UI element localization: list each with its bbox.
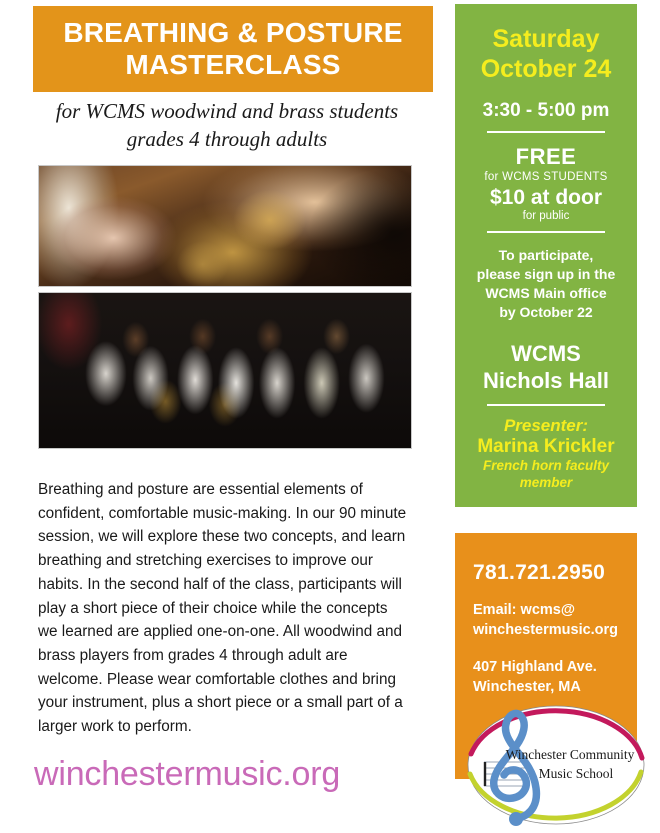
contact-email-line-2: winchestermusic.org xyxy=(473,621,619,638)
subtitle-line-2: grades 4 through adults xyxy=(126,127,328,152)
event-date-line-2: October 24 xyxy=(480,55,612,83)
presenter-role-line-1: French horn faculty xyxy=(482,458,609,474)
contact-phone[interactable]: 781.721.2950 xyxy=(473,561,606,584)
website-url[interactable]: winchestermusic.org xyxy=(34,755,341,793)
photo-student-band xyxy=(38,292,412,449)
contact-email-line-1: Email: wcms@ xyxy=(473,602,575,618)
page-title: BREATHING & POSTURE MASTERCLASS xyxy=(63,16,403,80)
subtitle xyxy=(12,97,442,154)
event-details-panel xyxy=(455,4,637,507)
event-time: 3:30 - 5:00 pm xyxy=(482,100,610,121)
signup-instructions xyxy=(455,246,637,322)
title-banner xyxy=(33,6,433,92)
presenter-role xyxy=(455,458,637,490)
signup-line-1: To participate, xyxy=(498,247,594,263)
price-free-note: for WCMS STUDENTS xyxy=(484,171,608,183)
signup-line-2: please sign up in the xyxy=(476,265,616,282)
photo-french-horn-image xyxy=(39,166,411,286)
contact-address xyxy=(473,658,637,697)
signup-line-4: by October 22 xyxy=(499,303,593,320)
divider-after-price xyxy=(487,231,605,233)
price-at-door: $10 at door xyxy=(489,186,603,209)
event-date-line-1: Saturday xyxy=(492,25,600,53)
event-date xyxy=(455,24,637,84)
subtitle-line-1: for WCMS woodwind and brass students xyxy=(55,99,399,123)
price-at-door-note: for public xyxy=(522,210,570,222)
contact-email[interactable] xyxy=(473,601,637,640)
wcms-logo xyxy=(466,702,646,828)
contact-address-line-2: Winchester, MA xyxy=(473,678,581,695)
photo-french-horn xyxy=(38,165,412,287)
logo-text-line-1: Winchester Community xyxy=(505,747,635,762)
venue-line-1: WCMS xyxy=(511,340,581,366)
venue-line-2: Nichols Hall xyxy=(483,368,609,394)
logo-text-line-2: Music School xyxy=(538,766,614,781)
photo-student-band-image xyxy=(39,293,411,448)
presenter-name: Marina Krickler xyxy=(477,435,615,457)
venue xyxy=(455,340,637,395)
signup-line-3: WCMS Main office xyxy=(485,284,607,301)
divider-after-time xyxy=(487,131,605,133)
price-free: FREE xyxy=(515,144,577,169)
contact-address-line-1: 407 Highland Ave. xyxy=(473,659,597,676)
logo-oval-background xyxy=(468,706,644,824)
body-paragraph: Breathing and posture are essential elements of confident, comfortable music-making. In our 90 minute session, we will explore these two concepts, and learn breathing and stretching exercises to improve our habits. In the second half of the class, participants will play a short piece of their choice while the concepts we learned are applied one-on-one. All woodwind and brass players from grades 4 through adult are welcome. Please wear comfortable clothes and bring your instrument, plus a short piece or a small part of a larger work to perform. xyxy=(38,481,407,736)
divider-after-venue xyxy=(487,404,605,406)
presenter-label: Presenter: xyxy=(503,415,589,435)
presenter-role-line-2: member xyxy=(519,474,573,490)
